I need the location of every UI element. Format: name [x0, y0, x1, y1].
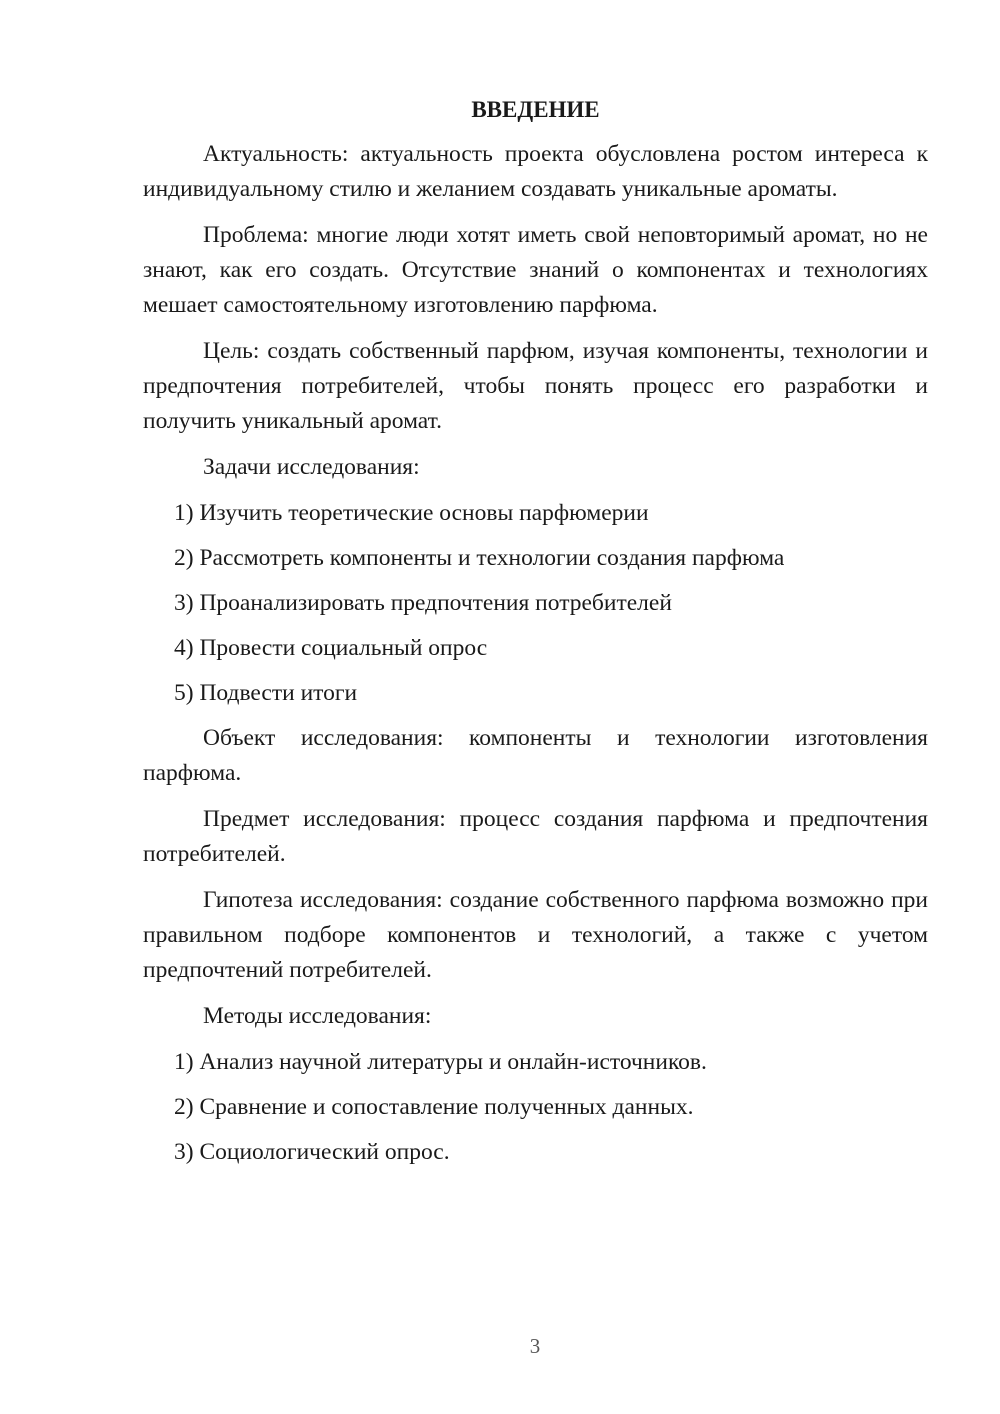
- page-content: [143, 92, 928, 1180]
- task-item: 5) Подвести итоги: [174, 680, 358, 706]
- relevance-paragraph: Актуальность: актуальность проекта обусловлена ростом интереса к индивидуальному стилю и желанием создавать уникальные ароматы.: [143, 141, 928, 202]
- task-item: 3) Проанализировать предпочтения потребителей: [174, 590, 672, 616]
- task-item: 1) Изучить теоретические основы парфюмерии: [174, 500, 649, 526]
- hypothesis-paragraph: Гипотеза исследования: создание собственного парфюма возможно при правильном подборе компонентов и технологий, а также с учетом предпочтений потребителей.: [143, 887, 928, 983]
- goal-paragraph: Цель: создать собственный парфюм, изучая компоненты, технологии и предпочтения потребителей, чтобы понять процесс его разработки и получить уникальный аромат.: [143, 338, 928, 434]
- tasks-title: Задачи исследования:: [203, 454, 420, 480]
- section-heading: ВВЕДЕНИЕ: [471, 97, 600, 122]
- problem-paragraph: Проблема: многие люди хотят иметь свой неповторимый аромат, но не знают, как его создать. Отсутствие знаний о компонентах и технологиях мешает самостоятельному изготовлению парфюма.: [143, 222, 928, 318]
- subject-paragraph: Предмет исследования: процесс создания парфюма и предпочтения потребителей.: [143, 806, 928, 867]
- method-item: 3) Социологический опрос.: [174, 1139, 450, 1165]
- method-item: 2) Сравнение и сопоставление полученных данных.: [174, 1094, 694, 1120]
- object-paragraph: Объект исследования: компоненты и технологии изготовления парфюма.: [143, 725, 928, 786]
- task-item: 4) Провести социальный опрос: [174, 635, 488, 661]
- method-item: 1) Анализ научной литературы и онлайн-источников.: [174, 1049, 707, 1075]
- methods-title: Методы исследования:: [203, 1003, 432, 1029]
- page-number: 3: [529, 1334, 541, 1358]
- task-item: 2) Рассмотреть компоненты и технологии создания парфюма: [174, 545, 785, 571]
